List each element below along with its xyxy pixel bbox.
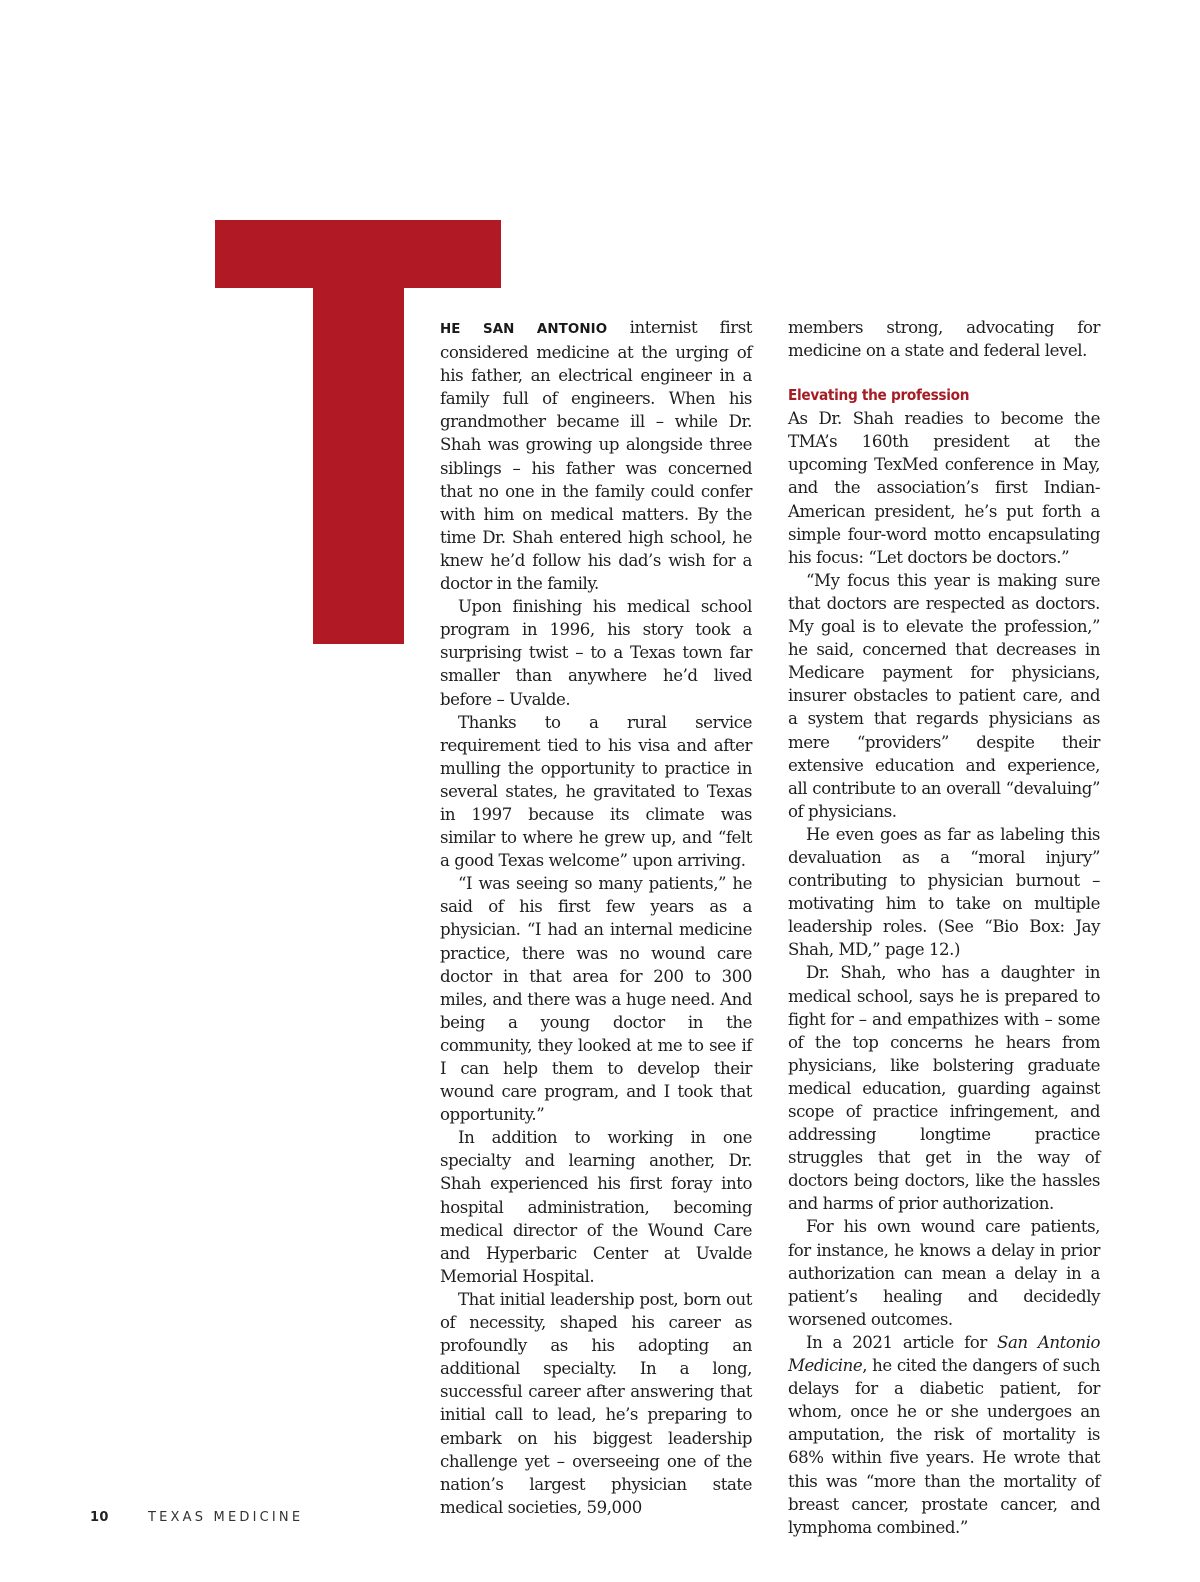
body-paragraph: That initial leadership post, born out of necessity, shaped his career as profoundly as his adopting an additional specialty. In a long, successful career after answering that initial call to lead, he’s preparing to embark on his biggest leadership challenge yet – overseeing one of the nation’s largest physician state medical societies, 59,000 (440, 1289, 752, 1517)
body-paragraph: For his own wound care patients, for instance, he knows a delay in prior authorization can mean a delay in a patient’s healing and decidedly worsened outcomes. (788, 1217, 1100, 1329)
final-text-end: , he cited the dangers of such delays for a diabetic patient, for whom, once he or she undergoes an amputation, the risk of mortality is 68% within five years. He wrote that this was “more than the mortality of breast cancer, prostate cancer, and lymphoma combined.” (788, 1356, 1100, 1537)
body-paragraph: “I was seeing so many patients,” he said of his first few years as a physician. “I had an internal medicine practice, there was no wound care doctor in that area for 200 to 300 miles, and there was a huge need. And being a young doctor in the community, they looked at me to see if I can help them to develop their wound care program, and I took that opportunity.” (440, 874, 752, 1125)
page-number: 10 (90, 1510, 109, 1525)
lead-in: HE SAN ANTONIO (440, 322, 608, 337)
article-column-left (440, 316, 752, 1519)
publication-name: TEXAS MEDICINE (148, 1510, 304, 1525)
final-text-start: In a 2021 article for (806, 1332, 998, 1352)
article-column-right (788, 316, 1100, 1539)
section-subhead: Elevating the profession (788, 386, 970, 405)
body-paragraph-final (788, 1331, 1100, 1539)
body-paragraph: Upon finishing his medical school program in 1996, his story took a surprising twist – to a Texas town far smaller than anywhere he’d lived before – Uvalde. (440, 597, 752, 709)
opening-text: internist first considered medicine at the urging of his father, an electrical engineer in a family full of engineers. When his grandmother became ill – while Dr. Shah was growing up alongside three siblings – his father was concerned that no one in the family could confer with him on medical matters. By the time Dr. Shah entered high school, he knew he’d follow his dad’s wish for a doctor in the family. (440, 318, 752, 594)
opening-paragraph (440, 316, 752, 595)
body-paragraph: “My focus this year is making sure that doctors are respected as doctors. My goal is to elevate the profession,” he said, concerned that decreases in Medicare payment for physicians, insurer obstacles to patient care, and a system that regards physicians as mere “providers” despite their extensive education and experience, all contribute to an overall “devaluing” of physicians. (788, 570, 1100, 821)
publication-title: San Antonio Medicine (788, 1332, 1100, 1376)
page-footer (90, 1510, 304, 1525)
body-paragraph: In addition to working in one specialty and learning another, Dr. Shah experienced his first foray into hospital administration, becoming medical director of the Wound Care and Hyperbaric Center at Uvalde Memorial Hospital. (440, 1128, 752, 1286)
body-paragraph: He even goes as far as labeling this devaluation as a “moral injury” contributing to physician burnout – motivating him to take on multiple leadership roles. (See “Bio Box: Jay Shah, MD,” page 12.) (788, 824, 1100, 960)
body-paragraph: Dr. Shah, who has a daughter in medical school, says he is prepared to fight for – and empathizes with – some of the top concerns he hears from physicians, like bolstering graduate medical education, guarding against scope of practice infringement, and addressing longtime practice struggles that get in the way of doctors being doctors, like the hassles and harms of prior authorization. (788, 963, 1100, 1214)
body-paragraph: Thanks to a rural service requirement tied to his visa and after mulling the opportunity to practice in several states, he gravitated to Texas in 1997 because its climate was similar to where he grew up, and “felt a good Texas welcome” upon arriving. (440, 712, 752, 871)
continued-paragraph: members strong, advocating for medicine on a state and federal level. (788, 318, 1100, 361)
body-paragraph: As Dr. Shah readies to become the TMA’s 160th president at the upcoming TexMed conference in May, and the association’s first Indian-American president, he’s put forth a simple four-word motto encapsulating his focus: “Let doctors be doctors.” (788, 409, 1100, 567)
